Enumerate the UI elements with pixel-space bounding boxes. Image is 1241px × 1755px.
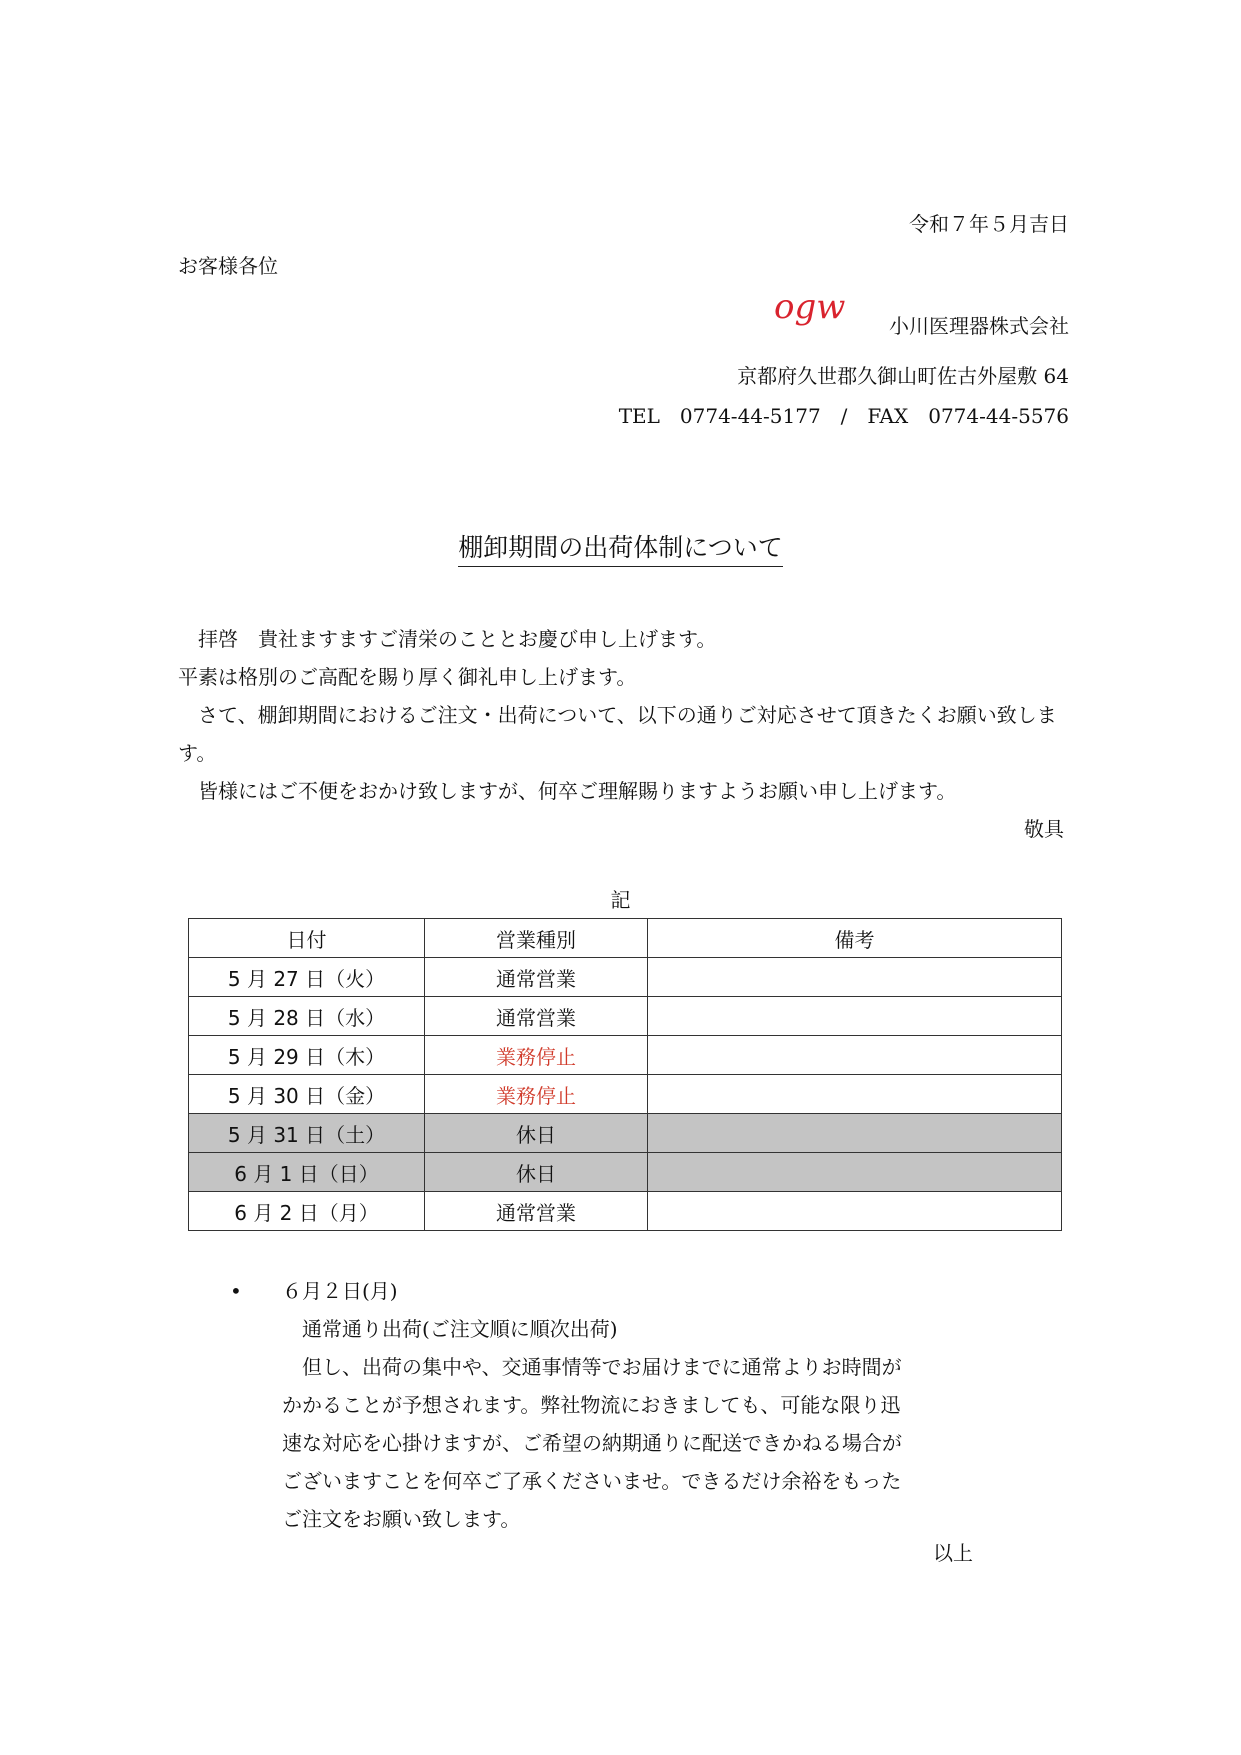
row-note xyxy=(648,1036,1062,1075)
table-row-holiday xyxy=(189,1153,1062,1192)
table-row xyxy=(189,1036,1062,1075)
row-date: 5 月 30 日（金） xyxy=(189,1075,425,1114)
table-row xyxy=(189,958,1062,997)
thanks-paragraph: 平素は格別のご高配を賜り厚く御礼申し上げます。 xyxy=(178,665,637,689)
table-row-holiday xyxy=(189,1114,1062,1153)
notes-line-shipping: 通常通り出荷(ご注文順に順次出荷) xyxy=(302,1317,618,1341)
row-date: 6 月 2 日（月） xyxy=(189,1192,425,1231)
row-date: 5 月 31 日（土） xyxy=(189,1114,425,1153)
header-date: 日付 xyxy=(189,919,425,958)
row-note xyxy=(648,1192,1062,1231)
company-name: 小川医理器株式会社 xyxy=(889,314,1069,338)
row-date: 5 月 27 日（火） xyxy=(189,958,425,997)
row-type: 通常営業 xyxy=(425,997,648,1036)
recipient: お客様各位 xyxy=(178,254,278,278)
document-date: 令和７年５月吉日 xyxy=(909,212,1069,236)
row-type-stopped: 業務停止 xyxy=(425,1036,648,1075)
letter-body xyxy=(178,620,1064,848)
closing-keigu: 敬具 xyxy=(1024,817,1064,841)
row-note xyxy=(648,1114,1062,1153)
company-address: 京都府久世郡久御山町佐古外屋敷 64 xyxy=(737,364,1069,388)
apology-paragraph: 皆様にはご不便をおかけ致しますが、何卒ご理解賜りますようお願い申し上げます。 xyxy=(198,779,957,803)
row-date: 5 月 28 日（水） xyxy=(189,997,425,1036)
row-type-stopped: 業務停止 xyxy=(425,1075,648,1114)
ki-heading: 記 xyxy=(610,888,631,912)
row-type: 休日 xyxy=(425,1114,648,1153)
table-row xyxy=(189,1075,1062,1114)
company-logo xyxy=(772,284,866,328)
notes-line-caution: 但し、出荷の集中や、交通事情等でお届けまでに通常よりお時間がかかることが予想されます。弊社物流におきましても、可能な限り迅速な対応を心掛けますが、ご希望の納期通りに配送できかねる場合がございますことを何卒ご了承くださいませ。できるだけ余裕をもったご注文をお願い致します。 xyxy=(282,1355,902,1531)
row-type: 通常営業 xyxy=(425,1192,648,1231)
tel-fax: TEL 0774-44-5177 / FAX 0774-44-5576 xyxy=(618,404,1069,428)
notes-section xyxy=(230,1272,976,1538)
row-date: 6 月 1 日（日） xyxy=(189,1153,425,1192)
row-note xyxy=(648,1075,1062,1114)
row-type: 通常営業 xyxy=(425,958,648,997)
schedule-table xyxy=(188,918,1062,1231)
notes-heading: ６月２日(月) xyxy=(282,1279,398,1303)
row-note xyxy=(648,958,1062,997)
greeting-paragraph: 拝啓 貴社ますますご清栄のこととお慶び申し上げます。 xyxy=(198,627,717,651)
row-type: 休日 xyxy=(425,1153,648,1192)
bullet-marker: • xyxy=(230,1279,242,1303)
header-note: 備考 xyxy=(648,919,1062,958)
document-title xyxy=(0,528,1241,564)
closing-ijo: 以上 xyxy=(933,1541,973,1565)
header-type: 営業種別 xyxy=(425,919,648,958)
table-row xyxy=(189,1192,1062,1231)
table-row xyxy=(189,997,1062,1036)
row-note xyxy=(648,1153,1062,1192)
table-header-row xyxy=(189,919,1062,958)
row-date: 5 月 29 日（木） xyxy=(189,1036,425,1075)
purpose-paragraph: さて、棚卸期間におけるご注文・出荷について、以下の通りご対応させて頂きたくお願い致します。 xyxy=(178,703,1057,765)
row-note xyxy=(648,997,1062,1036)
document-title-text: 棚卸期間の出荷体制について xyxy=(458,533,783,567)
logo-text: ogw xyxy=(774,287,846,327)
